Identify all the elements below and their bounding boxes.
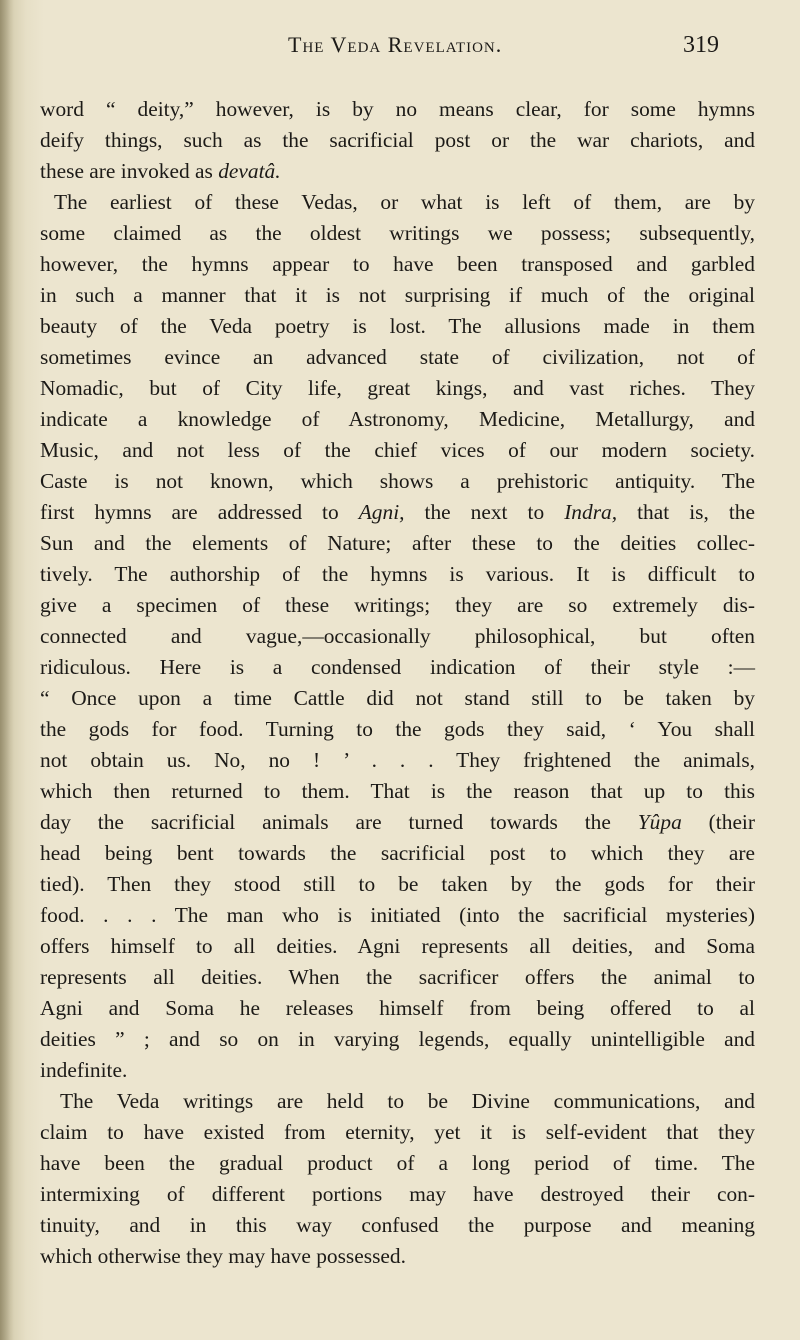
spine-shadow [0,0,14,1340]
text-line: Music, and not less of the chief vices of our modern society. [40,438,755,462]
italic-term: devatâ. [218,159,281,183]
text-line: Sun and the elements of Nature; after these to the deities collec- [40,531,755,555]
text-line: tied). Then they stood still to be taken by the gods for their [40,872,755,896]
italic-term: Agni, [358,500,405,524]
text-line: indefinite. [40,1058,128,1082]
quote-start-line: “ Once upon a time Cattle did not stand still to be taken by [40,686,755,710]
paragraph-start-line: The earliest of these Vedas, or what is left of them, are by [54,190,755,214]
italic-term: Indra, [564,500,618,524]
text-line: however, the hymns appear to have been transposed and garbled [40,252,755,276]
text-line: which then returned to them. That is the reason that up to this [40,779,755,803]
running-title: The Veda Revelation. [288,32,503,57]
text-line: tively. The authorship of the hymns is various. It is difficult to [40,562,755,586]
text-line: food. . . . The man who is initiated (into the sacrificial mysteries) [40,903,755,927]
page-header [0,32,800,66]
text-line: in such a manner that it is not surprising if much of the original [40,283,755,307]
text-line: some claimed as the oldest writings we possess; subsequently, [40,221,755,245]
text-line: tinuity, and in this way confused the purpose and meaning [40,1213,755,1237]
italic-term: Yûpa [637,810,682,834]
text-line: give a specimen of these writings; they are so extremely dis- [40,593,755,617]
text-line: first hymns are addressed to Agni, the next to Indra, that is, the [40,500,755,524]
text-line: sometimes evince an advanced state of civilization, not of [40,345,755,369]
text-line: head being bent towards the sacrificial post to which they are [40,841,755,865]
paragraph-start-line: The Veda writings are held to be Divine communications, and [60,1089,755,1113]
text-line: word “ deity,” however, is by no means clear, for some hymns [40,97,755,121]
text-line: the gods for food. Turning to the gods they said, ‘ You shall [40,717,755,741]
text-line: which otherwise they may have possessed. [40,1244,406,1268]
text-line: ridiculous. Here is a condensed indication of their style :— [40,655,755,679]
text-line: indicate a knowledge of Astronomy, Medicine, Metallurgy, and [40,407,755,431]
text-line: day the sacrificial animals are turned towards the Yûpa (their [40,810,755,834]
text-line: these are invoked as devatâ. [40,159,281,183]
text-line: Caste is not known, which shows a prehistoric antiquity. The [40,469,755,493]
text-line: have been the gradual product of a long period of time. The [40,1151,755,1175]
page-number: 319 [683,32,719,58]
text-line: deities ” ; and so on in varying legends, equally unintelligible and [40,1027,755,1051]
text-line: claim to have existed from eternity, yet it is self-evident that they [40,1120,755,1144]
text-line: represents all deities. When the sacrificer offers the animal to [40,965,755,989]
text-line: offers himself to all deities. Agni represents all deities, and Soma [40,934,755,958]
text-line: not obtain us. No, no ! ’ . . . They frightened the animals, [40,748,755,772]
text-line: Agni and Soma he releases himself from being offered to al [40,996,755,1020]
text-line: beauty of the Veda poetry is lost. The allusions made in them [40,314,755,338]
text-line: connected and vague,—occasionally philosophical, but often [40,624,755,648]
text-line: deify things, such as the sacrificial post or the war chariots, and [40,128,755,152]
text-line: Nomadic, but of City life, great kings, and vast riches. They [40,376,755,400]
text-line: intermixing of different portions may have destroyed their con- [40,1182,755,1206]
